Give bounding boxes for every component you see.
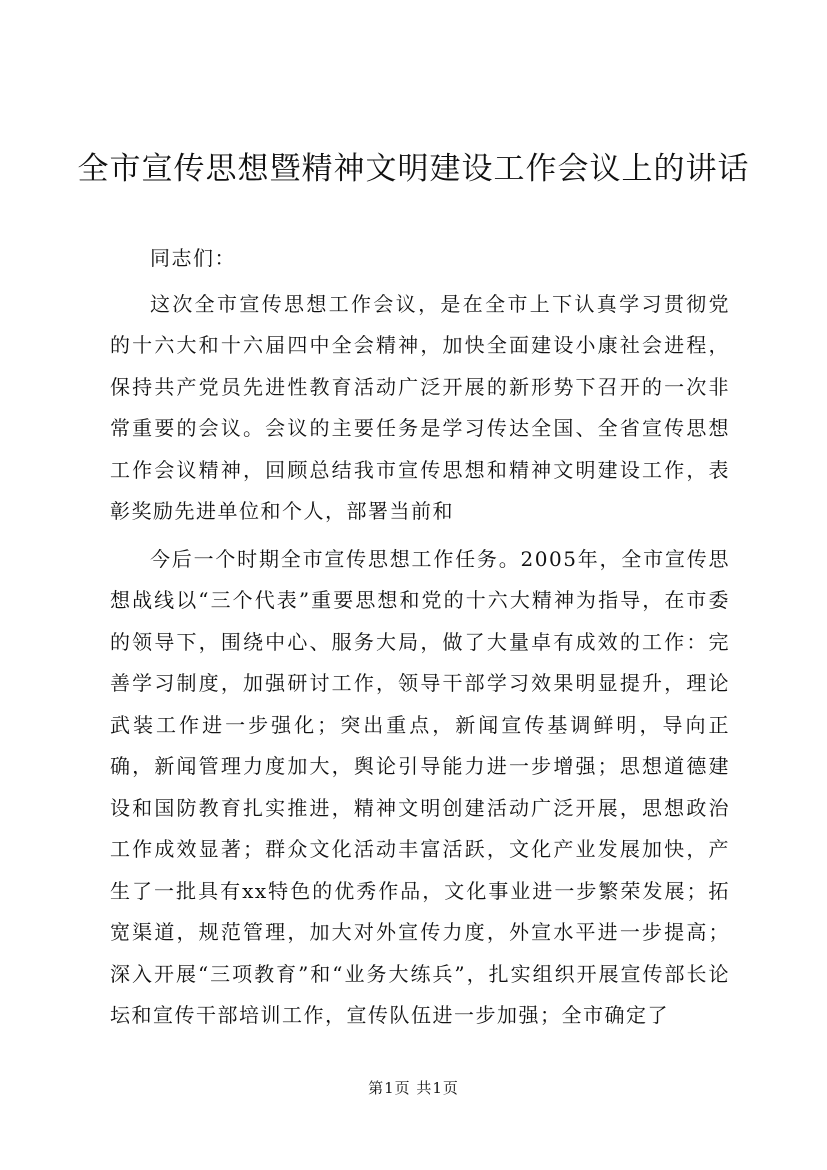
page-number-footer: 第1页 共1页 xyxy=(368,1079,459,1097)
greeting-text: 同志们： xyxy=(150,246,236,270)
paragraph-2: 今后一个时期全市宣传思想工作任务。2005年，全市宣传思想战线以“三个代表”重要思想和党的十六大精神为指导，在市委的领导下，围绕中心、服务大局，做了大量卓有成效的工作：完善学习制度，加强研讨工作，领导干部学习效果明显提升，理论武装工作进一步强化；突出重点，新闻宣传基调鲜明，导向正确，新闻管理力度加大，舆论引导能力进一步增强；思想道德建设和国防教育扎实推进，精神文明创建活动广泛开展，思想政治工作成效显著；群众文化活动丰富活跃，文化产业发展加快，产生了一批具有xx特色的优秀作品，文化事业进一步繁荣发展；拓宽渠道，规范管理，加大对外宣传力度，外宣水平进一步提高；深入开展“三项教育”和“业务大练兵”，扎实组织开展宣传部长论坛和宣传干部培训工作，宣传队伍进一步加强；全市确定了 xyxy=(110,546,730,1027)
document-body xyxy=(110,238,730,1037)
paragraph-1: 这次全市宣传思想工作会议，是在全市上下认真学习贯彻党的十六大和十六届四中全会精神，加快全面建设小康社会进程，保持共产党员先进性教育活动广泛开展的新形势下召开的一次非常重要的会议。会议的主要任务是学习传达全国、全省宣传思想工作会议精神，回顾总结我市宣传思想和精神文明建设工作，表彰奖励先进单位和个人，部署当前和 xyxy=(110,291,730,523)
document-title: 全市宣传思想暨精神文明建设工作会议上的讲话 xyxy=(77,151,750,187)
